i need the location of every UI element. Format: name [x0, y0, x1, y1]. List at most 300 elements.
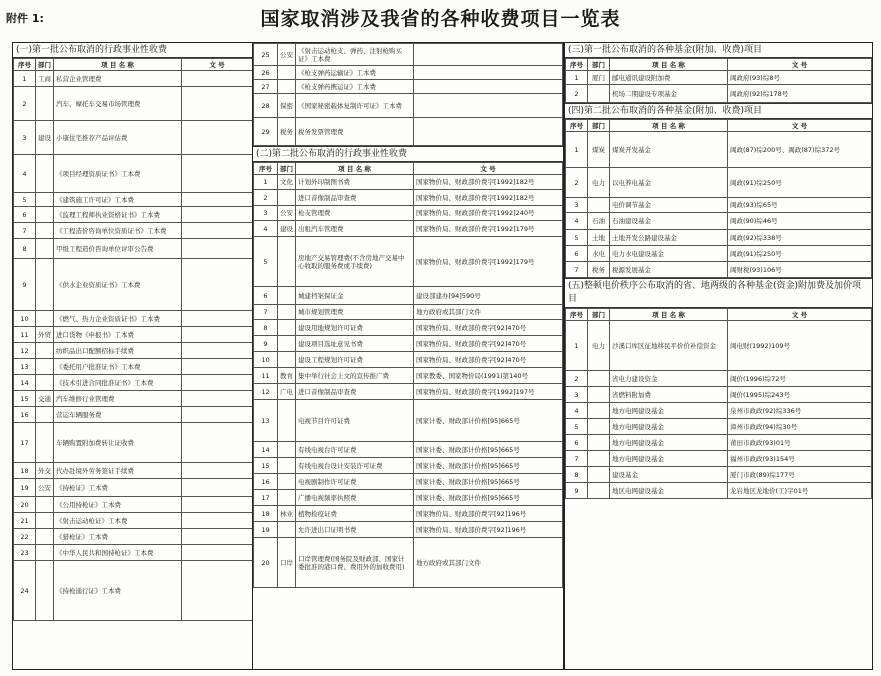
cell-doc: 国家计委、财政部计价格[95]665号	[414, 442, 563, 458]
cell-dept	[278, 490, 296, 506]
table-row	[566, 85, 872, 103]
cell-no: 13	[254, 400, 278, 442]
cell-item: 以电养电基金	[610, 168, 728, 198]
cell-no: 4	[254, 221, 278, 237]
cell-dept	[588, 467, 610, 483]
col-item: 项 目 名 称	[610, 120, 728, 132]
table-row	[254, 506, 563, 522]
cell-doc: 闽价(1995)综243号	[728, 387, 872, 403]
cell-doc: 闽政(91)综250号	[728, 246, 872, 262]
cell-no: 16	[254, 474, 278, 490]
cell-dept	[588, 419, 610, 435]
col-item: 项 目 名 称	[296, 163, 414, 175]
section-4-heading: (四)第二批公布取消的各种基金(附加、收费)项目	[565, 103, 872, 119]
cell-no: 6	[566, 435, 588, 451]
table-row	[14, 561, 253, 621]
cell-item: 石油建设基金	[610, 213, 728, 230]
table-row	[566, 168, 872, 198]
cell-item: 口岸管理费(国务院及财政部、国家计委批准的港口费、费用外的加收费用)	[296, 538, 414, 588]
table-row	[14, 207, 253, 223]
cell-doc: 国家物价局、财政部价费字[1992]182号	[414, 175, 563, 190]
cell-doc: 国家计委、财政部计价格[95]665号	[414, 474, 563, 490]
cell-no: 28	[254, 94, 278, 118]
cell-dept: 建设	[36, 121, 54, 155]
table-row	[254, 287, 563, 305]
cell-no: 6	[566, 246, 588, 262]
table-row	[254, 490, 563, 506]
cell-item: 城建档案保证金	[296, 287, 414, 305]
cell-no: 3	[566, 198, 588, 213]
table-row	[254, 44, 563, 66]
cell-item: 《建筑施工许可证》工本费	[54, 193, 182, 207]
cell-item: 《委托用户批准证书》工本费	[54, 359, 182, 375]
table-row	[254, 522, 563, 538]
cell-dept: 林业	[278, 506, 296, 522]
table-row	[566, 435, 872, 451]
cell-no: 18	[14, 463, 36, 479]
cell-no: 15	[14, 391, 36, 407]
cell-dept: 税务	[588, 262, 610, 278]
table-row	[566, 262, 872, 278]
table-row	[566, 467, 872, 483]
cell-doc	[182, 259, 253, 311]
table-row	[566, 419, 872, 435]
cell-dept: 公安	[278, 44, 296, 66]
section-4-table	[565, 119, 872, 278]
cell-doc: 建设部建办[94]590号	[414, 287, 563, 305]
cell-dept	[36, 239, 54, 259]
cell-dept	[36, 259, 54, 311]
cell-doc: 国家物价局、财政部价费字[92]470号	[414, 336, 563, 352]
cell-no: 11	[254, 368, 278, 384]
col-item: 项 目 名 称	[610, 309, 728, 321]
cell-no: 9	[254, 336, 278, 352]
cell-doc	[182, 407, 253, 423]
table-row	[254, 336, 563, 352]
cell-item: 土地开发公路建设基金	[610, 230, 728, 246]
cell-no: 7	[566, 262, 588, 278]
cell-dept	[36, 423, 54, 463]
table-row	[14, 239, 253, 259]
cell-doc: 泉州市政政(92)综336号	[728, 403, 872, 419]
cell-no: 20	[14, 497, 36, 513]
cell-no: 7	[14, 223, 36, 239]
cell-item: 代办赴境外劳务签证手续费	[54, 463, 182, 479]
page-title: 国家取消涉及我省的各种收费项目一览表	[260, 8, 621, 30]
cell-doc: 龙岩地区龙地价(工)字01号	[728, 483, 872, 499]
cell-no: 20	[254, 538, 278, 588]
table-row	[14, 343, 253, 359]
table-row	[14, 479, 253, 497]
cell-dept	[36, 545, 54, 561]
cell-item: 税务发票管理费	[296, 118, 414, 146]
cell-dept	[36, 223, 54, 239]
cell-item: 《工程造价咨询单位资质证书》工本费	[54, 223, 182, 239]
col-dept: 部门	[588, 120, 610, 132]
table-row	[566, 230, 872, 246]
cell-doc	[182, 223, 253, 239]
table-row	[566, 483, 872, 499]
table-row	[566, 403, 872, 419]
cell-item: 《国家秘密载体复制许可证》工本费	[296, 94, 414, 118]
cell-doc: 闽政(92)综338号	[728, 230, 872, 246]
section-3-heading: (三)第一批公布取消的各种基金(附加、收费)项目	[565, 43, 872, 58]
cell-item: 《枪支弹药运输证》工本费	[296, 66, 414, 80]
cell-doc: 闽政(90)综46号	[728, 213, 872, 230]
cell-item: 小康住宅推荐产品评估费	[54, 121, 182, 155]
table-row	[254, 221, 563, 237]
cell-no: 1	[566, 132, 588, 168]
col-seq: 序号	[566, 309, 588, 321]
cell-no: 9	[566, 483, 588, 499]
cell-dept	[278, 237, 296, 287]
cell-dept	[36, 87, 54, 121]
cell-doc: 闽政府(92)综178号	[728, 85, 872, 103]
cell-doc: 国家物价局、财政部价费字[1992]197号	[414, 384, 563, 400]
col-doc: 文 号	[728, 309, 872, 321]
cell-doc: 国家计委、财政部计价格[95]665号	[414, 458, 563, 474]
table-row	[14, 259, 253, 311]
cell-no: 15	[254, 458, 278, 474]
table-row	[14, 311, 253, 327]
cell-dept	[36, 155, 54, 193]
cell-no: 14	[14, 375, 36, 391]
cell-item: 私营企业管理费	[54, 71, 182, 87]
cell-dept	[278, 287, 296, 305]
cell-item: 邮电通讯建设附加费	[610, 71, 728, 85]
cell-dept	[588, 371, 610, 387]
cell-no: 1	[254, 175, 278, 190]
cell-dept: 外贸	[36, 327, 54, 343]
section-1-table	[13, 58, 253, 621]
cell-item: 电力水电建设基金	[610, 246, 728, 262]
cell-doc	[182, 207, 253, 223]
cell-item: 进口音像制品审查费	[296, 384, 414, 400]
table-row	[566, 451, 872, 467]
cell-doc	[414, 80, 563, 94]
cell-dept	[36, 207, 54, 223]
cell-no: 7	[566, 451, 588, 467]
cell-no: 19	[14, 479, 36, 497]
cell-item: 房地产交易管理费(不含房地产交易中心收取的服务费或手续费)	[296, 237, 414, 287]
table-row	[254, 94, 563, 118]
section-2-heading: (二)第二批公布取消的行政事业性收费	[253, 146, 563, 162]
section-1-heading: (一)第一批公布取消的行政事业性收费	[13, 43, 253, 58]
table-row	[566, 387, 872, 403]
cell-dept: 广电	[278, 384, 296, 400]
cell-dept	[588, 451, 610, 467]
cell-doc: 地方政府或其部门文件	[414, 305, 563, 320]
table-row	[254, 400, 563, 442]
cell-dept	[278, 474, 296, 490]
cell-dept: 建设	[278, 221, 296, 237]
cell-doc: 地方政府或其部门文件	[414, 538, 563, 588]
table-row	[14, 497, 253, 513]
cell-item: 城市规划管理费	[296, 305, 414, 320]
cell-no: 1	[566, 321, 588, 371]
cell-doc: 厦门市政(89)综177号	[728, 467, 872, 483]
table-row	[254, 305, 563, 320]
cell-doc	[182, 327, 253, 343]
cell-no: 3	[14, 121, 36, 155]
cell-item: 电视剧制作许可证费	[296, 474, 414, 490]
cell-item: 车辆购置附加费转让证收费	[54, 423, 182, 463]
cell-doc: 闽政府(93)综8号	[728, 71, 872, 85]
cell-dept	[36, 359, 54, 375]
cell-dept	[588, 435, 610, 451]
cell-item: 进口音像制品审查费	[296, 190, 414, 206]
cell-item: 《燃气、热力企业资质证书》工本费	[54, 311, 182, 327]
cell-doc	[414, 94, 563, 118]
cell-dept	[36, 375, 54, 391]
cell-no: 22	[14, 529, 36, 545]
cell-item: 集中举行社会上文的宣传推广费	[296, 368, 414, 384]
cell-dept	[36, 529, 54, 545]
cell-item: 电价调节基金	[610, 198, 728, 213]
col-dept: 部门	[588, 59, 610, 71]
cell-item: 省燃料附加费	[610, 387, 728, 403]
table-row	[254, 442, 563, 458]
table-row	[14, 87, 253, 121]
cell-item: 税源发展基金	[610, 262, 728, 278]
cell-dept	[36, 407, 54, 423]
table-row	[14, 71, 253, 87]
cell-item: 允许进出口证明书费	[296, 522, 414, 538]
table-row	[14, 375, 253, 391]
cell-dept: 电力	[588, 168, 610, 198]
table-row	[254, 352, 563, 368]
cell-doc: 国家计委、财政部计价格[95]665号	[414, 490, 563, 506]
cell-item: 汽车维修行业管理费	[54, 391, 182, 407]
cell-item: 《射击运动枪证》工本费	[54, 513, 182, 529]
col-seq: 序号	[566, 59, 588, 71]
cell-item: 地区电网建设基金	[610, 483, 728, 499]
cell-no: 4	[14, 155, 36, 193]
cell-doc	[414, 44, 563, 66]
cell-no: 13	[14, 359, 36, 375]
cell-dept	[36, 343, 54, 359]
cell-doc: 国家计委、财政部计价格[95]665号	[414, 400, 563, 442]
cell-doc: 闽政(93)综65号	[728, 198, 872, 213]
cell-doc: 国家物价局、财政部价费字[92]470号	[414, 320, 563, 336]
table-row	[14, 513, 253, 529]
cell-no: 17	[254, 490, 278, 506]
cell-dept	[278, 400, 296, 442]
cell-doc	[182, 87, 253, 121]
cell-dept: 水电	[588, 246, 610, 262]
cell-doc: 闽价(1996)综72号	[728, 371, 872, 387]
cell-dept	[36, 311, 54, 327]
cell-no: 21	[14, 513, 36, 529]
table-row	[254, 538, 563, 588]
cell-item: 营运车辆服务费	[54, 407, 182, 423]
cell-item: 《项目经理资质证书》工本费	[54, 155, 182, 193]
cell-item: 地方电网建设基金	[610, 419, 728, 435]
cell-dept	[588, 403, 610, 419]
cell-doc: 国家物价局、财政部价费字[1992]182号	[414, 190, 563, 206]
cell-item: 《中华人民共和国持枪证》工本费	[54, 545, 182, 561]
cell-no: 25	[254, 44, 278, 66]
cell-item: 建设用地规划许可证费	[296, 320, 414, 336]
cell-no: 8	[14, 239, 36, 259]
cell-doc: 国家物价局、财政部价费字[92]470号	[414, 352, 563, 368]
cell-dept	[36, 561, 54, 621]
cell-doc	[182, 121, 253, 155]
cell-no: 5	[566, 230, 588, 246]
cell-no: 3	[254, 206, 278, 221]
cell-dept: 税务	[278, 118, 296, 146]
cell-doc	[182, 545, 253, 561]
cell-item: 植物检疫证费	[296, 506, 414, 522]
table-row	[254, 368, 563, 384]
cell-item: 甲级工程造价咨询单位评审公告费	[54, 239, 182, 259]
cell-no: 1	[566, 71, 588, 85]
cell-no: 1	[14, 71, 36, 87]
cell-doc	[182, 561, 253, 621]
cell-no: 5	[14, 193, 36, 207]
cell-no: 19	[254, 522, 278, 538]
cell-doc: 闽财税(93)106号	[728, 262, 872, 278]
cell-no: 6	[14, 207, 36, 223]
cell-item: 《枪支弹药携运证》工本费	[296, 80, 414, 94]
table-row	[254, 320, 563, 336]
col-dept: 部门	[278, 163, 296, 175]
cell-item: 《射击运动枪支、弹药、注射枪购买证》工本费	[296, 44, 414, 66]
cell-no: 5	[254, 237, 278, 287]
cell-doc: 国家物价局、财政部价费字[1992]179号	[414, 221, 563, 237]
table-row	[254, 206, 563, 221]
cell-doc: 漳州市政政(94)综30号	[728, 419, 872, 435]
cell-doc	[182, 497, 253, 513]
cell-doc	[414, 118, 563, 146]
col-doc: 文 号	[728, 120, 872, 132]
cell-item: 电视节目许可证费	[296, 400, 414, 442]
cell-dept	[278, 352, 296, 368]
cell-no: 5	[566, 419, 588, 435]
cell-item: 《监理工程师执业资格证书》工本费	[54, 207, 182, 223]
table-row	[566, 371, 872, 387]
cell-item: 纺织品出口配额招标手续费	[54, 343, 182, 359]
cell-no: 12	[254, 384, 278, 400]
cell-doc	[182, 529, 253, 545]
cell-no: 2	[566, 168, 588, 198]
cell-doc	[182, 391, 253, 407]
cell-doc: 国家物价局、财政部价费字[92]196号	[414, 522, 563, 538]
cell-no: 6	[254, 287, 278, 305]
col-seq: 序号	[14, 59, 36, 71]
section-1-panel	[12, 42, 254, 670]
cell-doc	[182, 71, 253, 87]
cell-doc: 国家物价局、财政部价费字[92]196号	[414, 506, 563, 522]
cell-no: 18	[254, 506, 278, 522]
cell-dept: 厦门	[588, 71, 610, 85]
cell-doc	[182, 343, 253, 359]
table-row	[254, 190, 563, 206]
table-row	[14, 359, 253, 375]
cell-item: 《持枪证》工本费	[54, 479, 182, 497]
cell-item: 广播电视频率执照费	[296, 490, 414, 506]
table-row	[254, 66, 563, 80]
section-2-table	[253, 162, 563, 588]
cell-no: 4	[566, 213, 588, 230]
table-row	[14, 155, 253, 193]
cell-dept: 公安	[36, 479, 54, 497]
cell-item: 进口货物《申报书》工本费	[54, 327, 182, 343]
cell-dept	[278, 442, 296, 458]
cell-no: 29	[254, 118, 278, 146]
section-3-table	[565, 58, 872, 103]
cell-no: 3	[566, 387, 588, 403]
section-1-continued-table	[253, 43, 563, 146]
table-row	[566, 213, 872, 230]
cell-no: 2	[14, 87, 36, 121]
cell-dept	[278, 522, 296, 538]
section-5-heading: (五)整顿电价秩序公布取消的省、地两级的各种基金(资金)附加费及加价项目	[565, 278, 872, 308]
cell-dept	[278, 66, 296, 80]
cell-dept: 电力	[588, 321, 610, 371]
cell-no: 26	[254, 66, 278, 80]
cell-item: 煤炭开发基金	[610, 132, 728, 168]
table-row	[14, 407, 253, 423]
cell-item: 《持枪通行证》工本费	[54, 561, 182, 621]
cell-item: 地方电网建设基金	[610, 403, 728, 419]
cell-doc	[182, 423, 253, 463]
cell-item: 《技术引进合同批准证书》工本费	[54, 375, 182, 391]
col-dept: 部门	[588, 309, 610, 321]
cell-dept	[36, 497, 54, 513]
col-seq: 序号	[566, 120, 588, 132]
col-doc: 文 号	[414, 163, 563, 175]
cell-item: 计划外印制图书费	[296, 175, 414, 190]
table-row	[14, 463, 253, 479]
cell-dept: 文化	[278, 175, 296, 190]
cell-dept: 交通	[36, 391, 54, 407]
cell-doc: 国家物价局、财政部价费字[1992]179号	[414, 237, 563, 287]
table-row	[566, 71, 872, 85]
cell-dept	[278, 80, 296, 94]
cell-doc: 国家教委、国家物价局(1991)第140号	[414, 368, 563, 384]
cell-item: 省电力建设资金	[610, 371, 728, 387]
table-row	[254, 458, 563, 474]
cell-dept	[588, 387, 610, 403]
table-row	[254, 80, 563, 94]
cell-no: 2	[566, 371, 588, 387]
table-row	[14, 391, 253, 407]
cell-no: 9	[14, 259, 36, 311]
cell-no: 27	[254, 80, 278, 94]
cell-dept: 土地	[588, 230, 610, 246]
cell-no: 16	[14, 407, 36, 423]
cell-doc: 闽政(87)综200号、闽政(87)综372号	[728, 132, 872, 168]
cell-no: 14	[254, 442, 278, 458]
cell-no: 4	[566, 403, 588, 419]
cell-doc	[182, 311, 253, 327]
cell-item: 建设项目选址意见书费	[296, 336, 414, 352]
cell-dept	[278, 320, 296, 336]
cell-item: 机场二期建设专项基金	[610, 85, 728, 103]
cell-no: 17	[14, 423, 36, 463]
table-row	[254, 175, 563, 190]
cell-item: 建设工程规划许可证费	[296, 352, 414, 368]
col-seq: 序号	[254, 163, 278, 175]
cell-doc	[182, 155, 253, 193]
cell-no: 24	[14, 561, 36, 621]
cell-no: 10	[14, 311, 36, 327]
cell-no: 2	[254, 190, 278, 206]
cell-no: 8	[566, 467, 588, 483]
table-row	[566, 321, 872, 371]
table-row	[14, 193, 253, 207]
